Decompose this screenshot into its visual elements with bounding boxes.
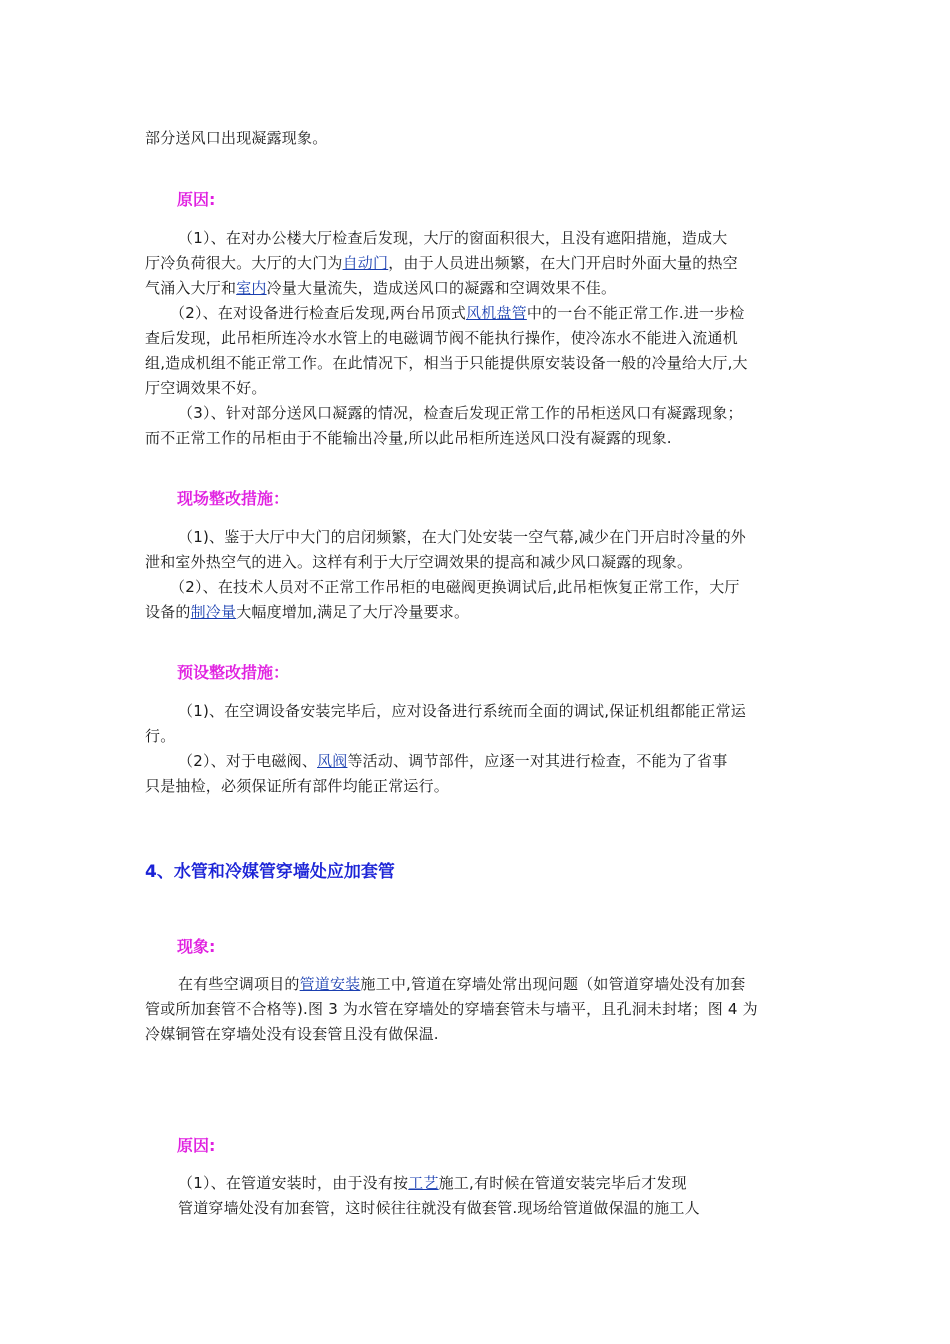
link-pipe-install[interactable]: 管道安装 xyxy=(299,975,361,993)
text-span: 等活动、调节部件，应逐一对其进行检查，不能为了省事 xyxy=(347,752,728,770)
phen-line1 xyxy=(178,974,745,994)
text-span: 中的一台不能正常工作.进一步检 xyxy=(526,304,745,322)
text-span: 设备的 xyxy=(145,603,191,621)
reason1-line3 xyxy=(145,278,616,298)
fix1-line1: （1)、鉴于大厅中大门的启闭频繁，在大门处安装一空气幕,减少在门开启时冷量的外 xyxy=(178,528,746,546)
reason3-line1: （3）、针对部分送风口凝露的情况，检查后发现正常工作的吊柜送风口有凝露现象； xyxy=(178,404,743,422)
reason4-line1 xyxy=(178,1173,687,1193)
heading-onsite-fix: 现场整改措施： xyxy=(177,489,290,508)
fix2-line2 xyxy=(145,602,469,622)
reason4-line2: 管道穿墙处没有加套管，这时候往往就没有做套管.现场给管道做保温的施工人 xyxy=(178,1199,700,1217)
heading-phenomenon: 现象: xyxy=(177,937,216,956)
link-automatic-door[interactable]: 自动门 xyxy=(342,254,389,272)
text-span: 施工,有时候在管道安装完毕后才发现 xyxy=(438,1174,687,1192)
text-span: （2）、在对设备进行检查后发现,两台吊顶式 xyxy=(170,304,467,322)
preset1-line2: 行。 xyxy=(145,727,176,745)
phen-line3: 冷媒铜管在穿墙处没有设套管且没有做保温. xyxy=(145,1025,439,1043)
link-cooling-capacity[interactable]: 制冷量 xyxy=(190,603,237,621)
reason2-line2: 查后发现，此吊柜所连冷水水管上的电磁调节阀不能执行操作，使冷冻水不能进入流通机 xyxy=(145,329,738,347)
text-span: （2）、对于电磁阀、 xyxy=(178,752,318,770)
text-span: （1）、在管道安装时，由于没有按 xyxy=(178,1174,409,1192)
reason2-line1 xyxy=(170,303,745,323)
link-air-valve[interactable]: 风阀 xyxy=(317,752,348,770)
reason2-line3: 组,造成机组不能正常工作。在此情况下，相当于只能提供原安装设备一般的冷量给大厅,大 xyxy=(145,354,748,372)
intro-line: 部分送风口出现凝露现象。 xyxy=(145,129,328,147)
fix2-line1: （2）、在技术人员对不正常工作吊柜的电磁阀更换调试后,此吊柜恢复正常工作，大厅 xyxy=(170,578,740,596)
preset2-line1 xyxy=(178,751,727,771)
text-span: 施工中,管道在穿墙处常出现问题（如管道穿墙处没有加套 xyxy=(360,975,746,993)
text-span: 厅冷负荷很大。大厅的大门为 xyxy=(145,254,343,272)
link-indoor[interactable]: 室内 xyxy=(236,279,267,297)
text-span: 冷量大量流失，造成送风口的凝露和空调效果不佳。 xyxy=(266,279,617,297)
text-span: 气涌入大厅和 xyxy=(145,279,237,297)
preset1-line1: （1)、在空调设备安装完毕后，应对设备进行系统而全面的调试,保证机组都能正常运 xyxy=(178,702,746,720)
reason3-line2: 而不正常工作的吊柜由于不能输出冷量,所以此吊柜所连送风口没有凝露的现象. xyxy=(145,429,672,447)
reason1-line1: （1）、在对办公楼大厅检查后发现，大厅的窗面积很大，且没有遮阳措施，造成大 xyxy=(178,229,728,247)
preset2-line2: 只是抽检，必须保证所有部件均能正常运行。 xyxy=(145,777,450,795)
text-span: 在有些空调项目的 xyxy=(178,975,300,993)
reason2-line4: 厅空调效果不好。 xyxy=(145,379,267,397)
link-fan-coil[interactable]: 风机盘管 xyxy=(466,304,527,322)
fix1-line2: 泄和室外热空气的进入。这样有利于大厅空调效果的提高和减少风口凝露的现象。 xyxy=(145,553,693,571)
section-heading-4: 4、水管和冷媒管穿墙处应加套管 xyxy=(145,862,395,882)
link-process[interactable]: 工艺 xyxy=(408,1174,439,1192)
heading-reason-2: 原因: xyxy=(177,1136,216,1155)
text-span: ，由于人员进出频繁，在大门开启时外面大量的热空 xyxy=(388,254,738,272)
heading-reason: 原因: xyxy=(177,190,216,209)
text-span: 大幅度增加,满足了大厅冷量要求。 xyxy=(236,603,470,621)
reason1-line2 xyxy=(145,253,738,273)
heading-preset-fix: 预设整改措施： xyxy=(177,663,290,682)
phen-line2: 管或所加套管不合格等).图 3 为水管在穿墙处的穿墙套管未与墙平，且孔洞未封堵；图 4 为 xyxy=(145,1000,758,1018)
